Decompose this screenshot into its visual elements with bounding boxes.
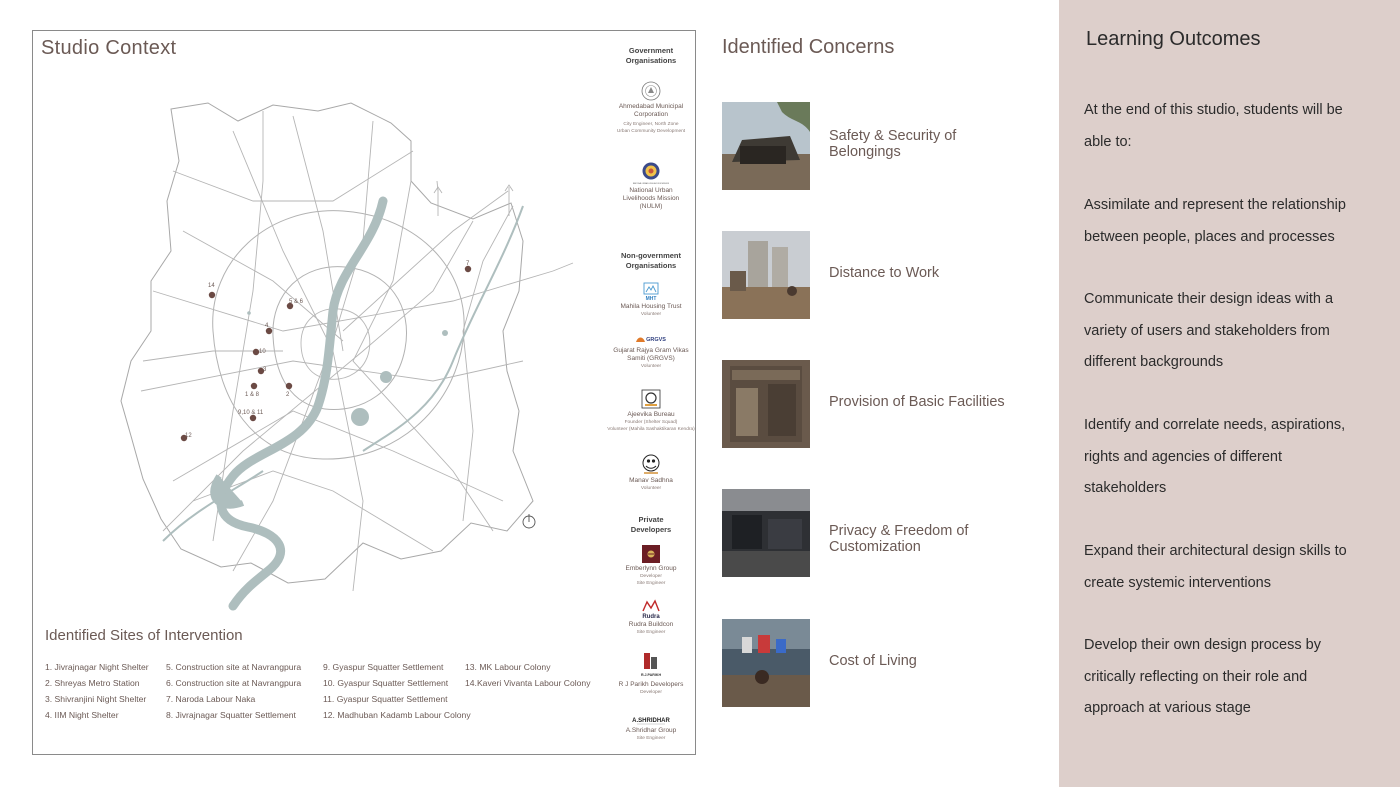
stakeholder-role: Developer bbox=[640, 574, 662, 579]
site-item: 5. Construction site at Navrangpura bbox=[166, 662, 302, 672]
city-map bbox=[33, 31, 607, 621]
outcome-line: Expand their architectural design skills to bbox=[1084, 543, 1347, 559]
site-label: 2 bbox=[286, 392, 290, 398]
svg-text:Rudra: Rudra bbox=[642, 614, 660, 620]
stakeholder-name: Manav Sadhna bbox=[629, 477, 673, 484]
dormitory-photo-icon bbox=[722, 489, 810, 577]
site-label: 12 bbox=[185, 433, 192, 439]
site-label: 3 bbox=[263, 367, 267, 373]
outcome-item bbox=[1084, 536, 1384, 599]
outcome-line: create systemic interventions bbox=[1084, 574, 1271, 591]
shridhar-logo-icon bbox=[629, 715, 673, 725]
living-photo-icon bbox=[722, 619, 810, 707]
site-label: 5 & 6 bbox=[289, 299, 304, 305]
site-item: 6. Construction site at Navrangpura bbox=[166, 678, 302, 688]
ngo-heading bbox=[607, 251, 695, 271]
grgvs-logo-icon bbox=[634, 333, 668, 345]
outcome-line: Develop their own design process by bbox=[1084, 637, 1321, 653]
site-item: 1. Jivrajnagar Night Shelter bbox=[45, 662, 149, 672]
site-item: 13. MK Labour Colony bbox=[465, 662, 551, 672]
mht-logo-icon bbox=[641, 281, 661, 301]
outcome-item bbox=[1084, 410, 1384, 505]
outcome-line: Communicate their design ideas with a bbox=[1084, 291, 1334, 307]
site-item: 11. Gyaspur Squatter Settlement bbox=[323, 694, 448, 704]
site-label: 7 bbox=[466, 261, 470, 267]
site-item: 4. IIM Night Shelter bbox=[45, 710, 119, 720]
concern-label: Provision of Basic Facilities bbox=[829, 394, 1005, 410]
lake-4 bbox=[247, 311, 251, 315]
concern-item-safety bbox=[722, 102, 1042, 192]
heading-line: Developers bbox=[630, 525, 672, 534]
stakeholder-name: R J Parikh Developers bbox=[618, 681, 684, 688]
stakeholder-name: Livelihoods Mission bbox=[622, 195, 680, 202]
stakeholder-role: Site Engineer bbox=[636, 630, 666, 635]
lake-1 bbox=[380, 371, 392, 383]
north-compass-icon bbox=[523, 514, 535, 528]
stakeholder-name: National Urban bbox=[629, 187, 673, 194]
concern-label: Safety & Security of bbox=[829, 128, 957, 144]
lake-3 bbox=[442, 330, 448, 336]
stakeholder-name: (NULM) bbox=[639, 203, 663, 210]
concern-label: Cost of Living bbox=[829, 653, 917, 669]
site-label: 14 bbox=[208, 283, 215, 289]
stakeholder-role: Urban Community Development bbox=[616, 129, 686, 134]
stakeholder-role: Developer bbox=[640, 690, 662, 695]
road-network bbox=[141, 111, 553, 591]
facility-photo-icon bbox=[722, 360, 810, 448]
stakeholder-rudra bbox=[607, 599, 695, 636]
river bbox=[221, 201, 383, 606]
sites-title: Identified Sites of Intervention bbox=[45, 627, 243, 644]
highway-arrows bbox=[434, 185, 573, 271]
stakeholder-role: Founder (Shelter Squad) bbox=[624, 420, 678, 425]
studio-context-panel bbox=[32, 30, 696, 755]
heading-line: Organisations bbox=[625, 56, 677, 65]
nulm-logo-icon bbox=[632, 161, 670, 185]
concern-photo bbox=[722, 102, 810, 190]
stakeholder-name: Samiti (GRGVS) bbox=[627, 355, 675, 362]
canal bbox=[363, 206, 523, 451]
stakeholder-role: Site Engineer bbox=[636, 581, 666, 586]
site-item: 10. Gyaspur Squatter Settlement bbox=[323, 678, 449, 688]
stakeholder-name: Emberlynn Group bbox=[625, 565, 677, 572]
site-item: 12. Madhuban Kadamb Labour Colony bbox=[323, 710, 471, 720]
shelter-photo-icon bbox=[722, 102, 810, 190]
outcome-line: rights and agencies of different bbox=[1084, 448, 1283, 465]
outcome-line: between people, places and processes bbox=[1084, 228, 1335, 245]
site-dot-2 bbox=[286, 383, 292, 389]
stakeholder-role: Volunteer bbox=[640, 486, 662, 491]
site-label: 4 bbox=[265, 323, 269, 329]
manav-sadhna-logo-icon bbox=[641, 453, 661, 475]
stakeholder-ajeevika bbox=[607, 389, 695, 433]
site-item: 14.Kaveri Vivanta Labour Colony bbox=[465, 678, 591, 688]
site-dot-14 bbox=[209, 292, 215, 298]
stakeholder-rj-parikh bbox=[607, 651, 695, 696]
concern-photo bbox=[722, 489, 810, 577]
outcome-line: variety of users and stakeholders from bbox=[1084, 322, 1330, 339]
outcome-item bbox=[1084, 95, 1384, 158]
private-developers-heading bbox=[607, 515, 695, 535]
outcome-line: Identify and correlate needs, aspirations, bbox=[1084, 417, 1346, 433]
stakeholder-amc bbox=[607, 81, 695, 135]
stakeholder-name: Ajeevika Bureau bbox=[627, 411, 675, 418]
svg-text:R.J.PARIKH: R.J.PARIKH bbox=[640, 673, 662, 677]
svg-text:NATIONAL URBAN LIVELIHOODS MIS: NATIONAL URBAN LIVELIHOODS MISSION bbox=[632, 183, 670, 185]
concern-item-distance bbox=[722, 231, 1042, 321]
site-item: 7. Naroda Labour Naka bbox=[166, 694, 256, 704]
concern-label: Customization bbox=[829, 539, 921, 555]
stakeholder-manav-sadhna bbox=[607, 453, 695, 492]
outcome-line: At the end of this studio, students will be bbox=[1084, 102, 1343, 118]
stakeholder-name: Ahmedabad Municipal bbox=[618, 103, 684, 110]
rudra-logo-icon bbox=[639, 599, 663, 619]
site-label: 9,10 & 11 bbox=[238, 410, 264, 416]
outcome-line: critically reflecting on their role and bbox=[1084, 668, 1308, 685]
stakeholder-role: Volunteer bbox=[640, 312, 662, 317]
stakeholder-role: City Engineer, North Zone bbox=[623, 122, 679, 127]
heading-line: Non-government bbox=[621, 251, 681, 260]
stakeholder-name: A.Shridhar Group bbox=[625, 727, 677, 734]
outcome-line: different backgrounds bbox=[1084, 354, 1224, 370]
stakeholder-name: Rudra Buildcon bbox=[628, 621, 674, 628]
stakeholder-emberlynn bbox=[607, 545, 695, 587]
sites-list-col-1 bbox=[45, 659, 149, 723]
concern-item-privacy bbox=[722, 489, 1042, 579]
stakeholder-shridhar bbox=[607, 715, 695, 742]
construction-photo-icon bbox=[722, 231, 810, 319]
site-label: 10 bbox=[259, 349, 266, 355]
stakeholder-role: Volunteer (Mahila Sashaktikaran Kendra) bbox=[607, 427, 695, 432]
outcome-line: Assimilate and represent the relationship bbox=[1084, 197, 1346, 213]
stakeholders-column bbox=[607, 31, 695, 754]
concern-label: Privacy & Freedom of bbox=[829, 523, 969, 539]
learning-outcomes-title: Learning Outcomes bbox=[1086, 28, 1261, 50]
concern-photo bbox=[722, 231, 810, 319]
concern-label: Belongings bbox=[829, 144, 901, 160]
site-item: 2. Shreyas Metro Station bbox=[45, 678, 140, 688]
outcome-line: approach at various stage bbox=[1084, 700, 1251, 716]
studio-context-title: Studio Context bbox=[41, 37, 177, 59]
outcome-item bbox=[1084, 630, 1384, 725]
site-item: 3. Shivranjini Night Shelter bbox=[45, 694, 147, 704]
concern-photo bbox=[722, 360, 810, 448]
site-label: 1 & 8 bbox=[245, 392, 260, 398]
concern-item-cost bbox=[722, 619, 1042, 709]
site-dot-1-8 bbox=[251, 383, 257, 389]
emberlynn-logo-icon bbox=[642, 545, 660, 563]
stakeholder-role: Volunteer bbox=[640, 364, 662, 369]
stakeholder-name: Mahila Housing Trust bbox=[620, 303, 682, 310]
outcome-item bbox=[1084, 284, 1384, 379]
lake-2 bbox=[351, 408, 369, 426]
stakeholder-grgvs bbox=[607, 333, 695, 370]
sites-list-col-3 bbox=[323, 659, 471, 723]
stakeholder-name: Gujarat Rajya Gram Vikas bbox=[613, 347, 689, 354]
stakeholder-nulm bbox=[607, 161, 695, 211]
svg-text:GRGVS: GRGVS bbox=[646, 337, 666, 343]
sites-list-col-2 bbox=[166, 659, 301, 723]
stakeholder-mht bbox=[607, 281, 695, 318]
stakeholder-name: Corporation bbox=[634, 111, 668, 118]
heading-line: Private bbox=[638, 515, 664, 524]
concerns-title: Identified Concerns bbox=[722, 36, 895, 58]
learning-outcomes-panel bbox=[1059, 0, 1400, 787]
concern-label: Distance to Work bbox=[829, 265, 940, 281]
rj-parikh-logo-icon bbox=[638, 651, 664, 679]
amc-seal-icon bbox=[641, 81, 661, 101]
site-item: 9. Gyaspur Squatter Settlement bbox=[323, 662, 444, 672]
gov-orgs-heading bbox=[607, 46, 695, 66]
heading-line: Organisations bbox=[625, 261, 677, 270]
svg-text:MHT: MHT bbox=[645, 296, 657, 302]
outcome-line: stakeholders bbox=[1084, 480, 1167, 496]
outcome-item bbox=[1084, 190, 1384, 253]
heading-line: Government bbox=[628, 46, 674, 55]
concern-item-facilities bbox=[722, 360, 1042, 450]
concern-photo bbox=[722, 619, 810, 707]
svg-text:A.SHRIDHAR: A.SHRIDHAR bbox=[632, 718, 670, 724]
ajeevika-logo-icon bbox=[641, 389, 661, 409]
ring-road-outer bbox=[213, 211, 464, 459]
stakeholder-role: Site Engineer bbox=[636, 736, 666, 741]
outcome-line: able to: bbox=[1084, 133, 1132, 150]
sites-list-col-4 bbox=[465, 659, 591, 691]
site-item: 8. Jivrajnagar Squatter Settlement bbox=[166, 710, 296, 720]
